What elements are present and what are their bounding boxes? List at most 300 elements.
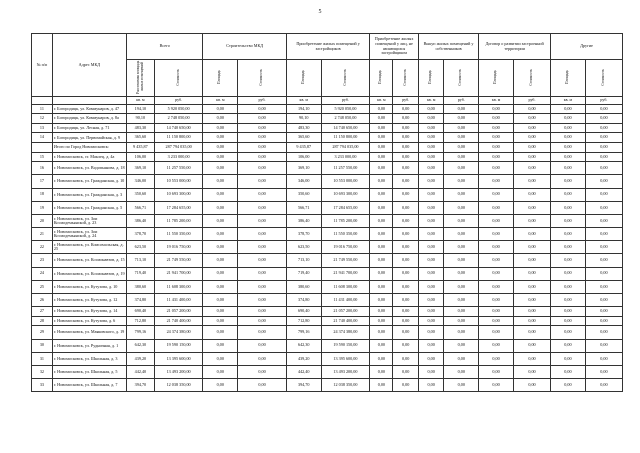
other-area: 0,00: [551, 114, 586, 124]
other-cost: 0,00: [585, 152, 622, 162]
other-cost: 0,00: [585, 316, 622, 326]
development-contract-cost: 0,00: [513, 254, 550, 267]
sub-header-area: Площадь: [418, 60, 443, 97]
buyout-area: 0,00: [418, 162, 443, 175]
development-contract-area: 0,00: [479, 228, 514, 241]
row-number: 30: [32, 339, 53, 352]
row-number: 22: [32, 241, 53, 254]
development-contract-area: 0,00: [479, 352, 514, 365]
developer-cost: 11 431 400,00: [321, 294, 370, 307]
total-area: 623,50: [126, 241, 154, 254]
buyout-cost: 0,00: [444, 142, 479, 152]
header-group-non-developers: Приобретение жилых помещений у лиц, не являющихся застройщиком: [370, 34, 419, 60]
other-cost: 0,00: [585, 379, 622, 392]
other-area: 0,00: [551, 294, 586, 307]
other-cost: 0,00: [585, 294, 622, 307]
other-area: 0,00: [551, 175, 586, 188]
non-developer-cost: 0,00: [393, 339, 419, 352]
development-contract-area: 0,00: [479, 280, 514, 293]
developer-cost: 10 553 000,00: [321, 175, 370, 188]
other-cost: 0,00: [585, 123, 622, 133]
table-row: [32, 123, 623, 133]
table-row: [32, 352, 623, 365]
development-contract-area: 0,00: [479, 104, 514, 114]
non-developer-area: 0,00: [370, 133, 393, 143]
developer-cost: 11 785 200,00: [321, 214, 370, 227]
construction-area: 0,00: [203, 123, 238, 133]
header-group-development-contract: Договор о развитии застроенной территории: [479, 34, 551, 60]
row-number: 32: [32, 365, 53, 378]
row-number: 29: [32, 326, 53, 339]
table-row: [32, 175, 623, 188]
row-number: 18: [32, 188, 53, 201]
buyout-cost: 0,00: [444, 214, 479, 227]
unit-cost: руб.: [238, 96, 287, 104]
row-number: 11: [32, 104, 53, 114]
buyout-cost: 0,00: [444, 267, 479, 280]
development-contract-area: 0,00: [479, 267, 514, 280]
other-cost: 0,00: [585, 162, 622, 175]
buyout-area: 0,00: [418, 339, 443, 352]
development-contract-cost: 0,00: [513, 152, 550, 162]
buyout-cost: 0,00: [444, 152, 479, 162]
row-address: г. Богородицк, ул. Лесная, д. 71: [52, 123, 126, 133]
buyout-cost: 0,00: [444, 307, 479, 317]
developer-area: 9 435,87: [286, 142, 321, 152]
buyout-cost: 0,00: [444, 162, 479, 175]
development-contract-cost: 0,00: [513, 294, 550, 307]
row-address: г. Новомосковск, ул. Гражданская, д. 5: [52, 201, 126, 214]
total-area: 690,40: [126, 307, 154, 317]
row-address: г. Богородицк, ул. Первомайская, д. 9: [52, 133, 126, 143]
other-area: 0,00: [551, 316, 586, 326]
row-number: 19: [32, 201, 53, 214]
total-cost: 287 794 035,00: [154, 142, 203, 152]
unit-cost: руб.: [513, 96, 550, 104]
row-address: г. Новомосковск, ул. Зои Космодемьянской, д. 24: [52, 228, 126, 241]
units-row: [32, 96, 623, 104]
development-contract-area: 0,00: [479, 175, 514, 188]
construction-cost: 0,00: [238, 201, 287, 214]
buyout-area: 0,00: [418, 307, 443, 317]
construction-area: 0,00: [203, 339, 238, 352]
other-cost: 0,00: [585, 133, 622, 143]
developer-cost: 3 233 000,00: [321, 152, 370, 162]
table-row: [32, 201, 623, 214]
total-cost: 11 150 800,00: [154, 133, 203, 143]
table-row: [32, 379, 623, 392]
construction-area: 0,00: [203, 201, 238, 214]
non-developer-cost: 0,00: [393, 123, 419, 133]
row-number: [32, 142, 53, 152]
total-area: 712,80: [126, 316, 154, 326]
non-developer-area: 0,00: [370, 162, 393, 175]
other-area: 0,00: [551, 339, 586, 352]
row-address: г. Новомосковск, ул. Зои Космодемьянской, д. 23: [52, 214, 126, 227]
construction-area: 0,00: [203, 307, 238, 317]
non-developer-area: 0,00: [370, 352, 393, 365]
row-number: 14: [32, 133, 53, 143]
developer-area: 690,40: [286, 307, 321, 317]
development-contract-area: 0,00: [479, 214, 514, 227]
buyout-area: 0,00: [418, 152, 443, 162]
total-area: 566,71: [126, 201, 154, 214]
buyout-area: 0,00: [418, 123, 443, 133]
header-number: № п/п: [32, 34, 53, 97]
development-contract-cost: 0,00: [513, 114, 550, 124]
buyout-area: 0,00: [418, 104, 443, 114]
developer-cost: 19 016 750,00: [321, 241, 370, 254]
table-row: [32, 365, 623, 378]
construction-area: 0,00: [203, 326, 238, 339]
sub-header-area: Площадь: [370, 60, 393, 97]
row-address: г. Новомосковск, ул. Кутузова, д. 10: [52, 280, 126, 293]
other-area: 0,00: [551, 379, 586, 392]
development-contract-cost: 0,00: [513, 326, 550, 339]
total-row: [32, 142, 623, 152]
buyout-area: 0,00: [418, 188, 443, 201]
non-developer-cost: 0,00: [393, 267, 419, 280]
total-area: 799,16: [126, 326, 154, 339]
development-contract-area: 0,00: [479, 241, 514, 254]
developer-cost: 21 740 400,00: [321, 316, 370, 326]
total-area: 374,80: [126, 294, 154, 307]
row-address: г. Новомосковск, ул. Водопьянова, д. 18: [52, 162, 126, 175]
total-cost: 11 550 350,00: [154, 228, 203, 241]
construction-cost: 0,00: [238, 379, 287, 392]
other-cost: 0,00: [585, 254, 622, 267]
non-developer-cost: 0,00: [393, 326, 419, 339]
buyout-area: 0,00: [418, 379, 443, 392]
construction-area: 0,00: [203, 280, 238, 293]
total-cost: 11 785 200,00: [154, 214, 203, 227]
table-row: [32, 254, 623, 267]
total-area: 713,10: [126, 254, 154, 267]
development-contract-cost: 0,00: [513, 142, 550, 152]
developer-area: 194,10: [286, 104, 321, 114]
row-address: г. Новомосковск, ст. Маклец, д. 4а: [52, 152, 126, 162]
construction-cost: 0,00: [238, 307, 287, 317]
table-row: [32, 162, 623, 175]
sub-header-area: Площадь: [479, 60, 514, 97]
other-area: 0,00: [551, 241, 586, 254]
buyout-cost: 0,00: [444, 133, 479, 143]
row-address: г. Богородицк, ул. Коммунаров, д. 8а: [52, 114, 126, 124]
other-area: 0,00: [551, 307, 586, 317]
other-cost: 0,00: [585, 241, 622, 254]
developer-cost: 21 749 550,00: [321, 254, 370, 267]
total-cost: 21 749 550,00: [154, 254, 203, 267]
row-number: 27: [32, 307, 53, 317]
buyout-cost: 0,00: [444, 123, 479, 133]
developer-area: 623,50: [286, 241, 321, 254]
table-row: [32, 241, 623, 254]
developer-area: 378,70: [286, 228, 321, 241]
developer-cost: 19 590 150,00: [321, 339, 370, 352]
non-developer-cost: 0,00: [393, 241, 419, 254]
non-developer-area: 0,00: [370, 307, 393, 317]
sub-header-cost: Стоимость: [154, 60, 203, 97]
developer-cost: 13 493 200,00: [321, 365, 370, 378]
other-cost: 0,00: [585, 201, 622, 214]
other-cost: 0,00: [585, 114, 622, 124]
total-area: 439,20: [126, 352, 154, 365]
development-contract-area: 0,00: [479, 188, 514, 201]
buyout-area: 0,00: [418, 133, 443, 143]
development-contract-area: 0,00: [479, 133, 514, 143]
other-cost: 0,00: [585, 307, 622, 317]
construction-cost: 0,00: [238, 280, 287, 293]
unit-area: кв. м: [286, 96, 321, 104]
other-cost: 0,00: [585, 228, 622, 241]
table-row: [32, 152, 623, 162]
total-area: 719,40: [126, 267, 154, 280]
developer-cost: 287 794 035,00: [321, 142, 370, 152]
development-contract-area: 0,00: [479, 114, 514, 124]
unit-area: кв. м: [551, 96, 586, 104]
buyout-area: 0,00: [418, 214, 443, 227]
development-contract-area: 0,00: [479, 379, 514, 392]
row-number: 16: [32, 162, 53, 175]
total-area: 386,40: [126, 214, 154, 227]
developer-cost: 5 920 050,00: [321, 104, 370, 114]
sub-header-resettled-area: Расселяемая площадь жилых помещений: [126, 60, 154, 97]
row-address: г. Новомосковск, ул. Рудничная, д. 1: [52, 339, 126, 352]
unit-cost: руб.: [393, 96, 419, 104]
other-area: 0,00: [551, 104, 586, 114]
sub-header-cost: Стоимость: [513, 60, 550, 97]
developer-cost: 11 550 350,00: [321, 228, 370, 241]
construction-cost: 0,00: [238, 175, 287, 188]
sub-header-cost: Стоимость: [444, 60, 479, 97]
total-area: 642,30: [126, 339, 154, 352]
developer-cost: 11 608 300,00: [321, 280, 370, 293]
construction-area: 0,00: [203, 104, 238, 114]
table-row: [32, 307, 623, 317]
construction-cost: 0,00: [238, 241, 287, 254]
development-contract-cost: 0,00: [513, 162, 550, 175]
total-cost: 19 016 750,00: [154, 241, 203, 254]
row-address: Итого по Город Новомосковск:: [52, 142, 126, 152]
development-contract-area: 0,00: [479, 365, 514, 378]
sub-header-cost: Стоимость: [238, 60, 287, 97]
other-area: 0,00: [551, 142, 586, 152]
unit-cost: руб.: [321, 96, 370, 104]
construction-cost: 0,00: [238, 162, 287, 175]
developer-area: 380,60: [286, 280, 321, 293]
non-developer-cost: 0,00: [393, 254, 419, 267]
unit-area: кв. м: [418, 96, 443, 104]
buyout-area: 0,00: [418, 254, 443, 267]
construction-area: 0,00: [203, 379, 238, 392]
buyout-area: 0,00: [418, 142, 443, 152]
developer-area: 350,60: [286, 188, 321, 201]
construction-area: 0,00: [203, 152, 238, 162]
header-group-buyout: Выкуп жилых помещений у собственников: [418, 34, 478, 60]
row-number: 24: [32, 267, 53, 280]
development-contract-area: 0,00: [479, 123, 514, 133]
construction-area: 0,00: [203, 267, 238, 280]
construction-cost: 0,00: [238, 316, 287, 326]
construction-cost: 0,00: [238, 152, 287, 162]
sub-header-area: Площадь: [286, 60, 321, 97]
other-cost: 0,00: [585, 326, 622, 339]
construction-cost: 0,00: [238, 188, 287, 201]
construction-cost: 0,00: [238, 133, 287, 143]
other-cost: 0,00: [585, 175, 622, 188]
non-developer-area: 0,00: [370, 254, 393, 267]
non-developer-cost: 0,00: [393, 133, 419, 143]
other-area: 0,00: [551, 214, 586, 227]
total-cost: 21 740 400,00: [154, 316, 203, 326]
developer-cost: 12 038 350,00: [321, 379, 370, 392]
other-area: 0,00: [551, 152, 586, 162]
row-number: 20: [32, 214, 53, 227]
non-developer-area: 0,00: [370, 326, 393, 339]
non-developer-area: 0,00: [370, 123, 393, 133]
unit-area: кв. м: [126, 96, 154, 104]
total-area: 350,60: [126, 188, 154, 201]
construction-area: 0,00: [203, 294, 238, 307]
developer-area: 439,20: [286, 352, 321, 365]
developer-cost: 2 748 050,00: [321, 114, 370, 124]
other-cost: 0,00: [585, 142, 622, 152]
non-developer-cost: 0,00: [393, 228, 419, 241]
total-cost: 10 693 300,00: [154, 188, 203, 201]
non-developer-cost: 0,00: [393, 280, 419, 293]
table-row: [32, 104, 623, 114]
construction-cost: 0,00: [238, 339, 287, 352]
other-cost: 0,00: [585, 267, 622, 280]
development-contract-cost: 0,00: [513, 123, 550, 133]
development-contract-cost: 0,00: [513, 379, 550, 392]
construction-cost: 0,00: [238, 104, 287, 114]
total-cost: 24 374 380,00: [154, 326, 203, 339]
developer-area: 365,60: [286, 133, 321, 143]
buyout-cost: 0,00: [444, 201, 479, 214]
developer-cost: 10 693 300,00: [321, 188, 370, 201]
row-number: 25: [32, 280, 53, 293]
developer-area: 394,70: [286, 379, 321, 392]
development-contract-area: 0,00: [479, 254, 514, 267]
total-cost: 11 608 300,00: [154, 280, 203, 293]
development-contract-area: 0,00: [479, 142, 514, 152]
other-cost: 0,00: [585, 365, 622, 378]
construction-cost: 0,00: [238, 114, 287, 124]
development-contract-cost: 0,00: [513, 201, 550, 214]
row-number: 28: [32, 316, 53, 326]
construction-area: 0,00: [203, 316, 238, 326]
total-area: 9 435,87: [126, 142, 154, 152]
table-row: [32, 339, 623, 352]
developer-area: 642,30: [286, 339, 321, 352]
development-contract-area: 0,00: [479, 307, 514, 317]
other-cost: 0,00: [585, 280, 622, 293]
development-contract-cost: 0,00: [513, 133, 550, 143]
buyout-area: 0,00: [418, 326, 443, 339]
other-area: 0,00: [551, 228, 586, 241]
development-contract-cost: 0,00: [513, 188, 550, 201]
buyout-area: 0,00: [418, 316, 443, 326]
non-developer-cost: 0,00: [393, 114, 419, 124]
non-developer-cost: 0,00: [393, 294, 419, 307]
row-address: г. Богородицк, ул. Коммунаров, д. 47: [52, 104, 126, 114]
total-cost: 10 553 000,00: [154, 175, 203, 188]
table-row: [32, 316, 623, 326]
construction-cost: 0,00: [238, 365, 287, 378]
unit-cost: руб.: [154, 96, 203, 104]
total-area: 442,40: [126, 365, 154, 378]
other-area: 0,00: [551, 123, 586, 133]
non-developer-cost: 0,00: [393, 201, 419, 214]
total-area: 365,60: [126, 133, 154, 143]
construction-area: 0,00: [203, 114, 238, 124]
row-number: 15: [32, 152, 53, 162]
total-cost: 13 493 200,00: [154, 365, 203, 378]
construction-cost: 0,00: [238, 254, 287, 267]
sub-header-area: Площадь: [551, 60, 586, 97]
total-cost: 3 233 000,00: [154, 152, 203, 162]
other-area: 0,00: [551, 133, 586, 143]
construction-area: 0,00: [203, 365, 238, 378]
developer-area: 483,30: [286, 123, 321, 133]
non-developer-area: 0,00: [370, 188, 393, 201]
non-developer-cost: 0,00: [393, 379, 419, 392]
buyout-cost: 0,00: [444, 188, 479, 201]
other-area: 0,00: [551, 326, 586, 339]
buyout-cost: 0,00: [444, 339, 479, 352]
header-group-developers: Приобретение жилых помещений у застройщиков: [286, 34, 369, 60]
developer-cost: 13 395 600,00: [321, 352, 370, 365]
buyout-cost: 0,00: [444, 114, 479, 124]
non-developer-cost: 0,00: [393, 307, 419, 317]
row-address: г. Новомосковск, ул. Кутузова, д. 12: [52, 294, 126, 307]
unit-area: кв. м: [479, 96, 514, 104]
construction-area: 0,00: [203, 175, 238, 188]
other-area: 0,00: [551, 365, 586, 378]
buyout-area: 0,00: [418, 280, 443, 293]
development-contract-cost: 0,00: [513, 280, 550, 293]
developer-cost: 21 941 700,00: [321, 267, 370, 280]
other-cost: 0,00: [585, 104, 622, 114]
construction-cost: 0,00: [238, 352, 287, 365]
table-body: [32, 96, 623, 392]
resettlement-table: [31, 33, 623, 392]
development-contract-cost: 0,00: [513, 214, 550, 227]
construction-cost: 0,00: [238, 228, 287, 241]
total-cost: 13 395 600,00: [154, 352, 203, 365]
non-developer-cost: 0,00: [393, 152, 419, 162]
developer-area: 346,00: [286, 175, 321, 188]
total-cost: 21 941 700,00: [154, 267, 203, 280]
developer-area: 369,10: [286, 162, 321, 175]
header-address: Адрес МКД: [52, 34, 126, 97]
buyout-area: 0,00: [418, 114, 443, 124]
non-developer-cost: 0,00: [393, 214, 419, 227]
non-developer-area: 0,00: [370, 175, 393, 188]
non-developer-cost: 0,00: [393, 365, 419, 378]
developer-cost: 11 257 550,00: [321, 162, 370, 175]
non-developer-area: 0,00: [370, 365, 393, 378]
row-number: 12: [32, 114, 53, 124]
row-address: г. Новомосковск, ул. Школьная, д. 5: [52, 365, 126, 378]
table-row: [32, 326, 623, 339]
development-contract-area: 0,00: [479, 339, 514, 352]
unit-area: кв. м: [203, 96, 238, 104]
non-developer-area: 0,00: [370, 339, 393, 352]
total-area: 106,00: [126, 152, 154, 162]
non-developer-area: 0,00: [370, 142, 393, 152]
